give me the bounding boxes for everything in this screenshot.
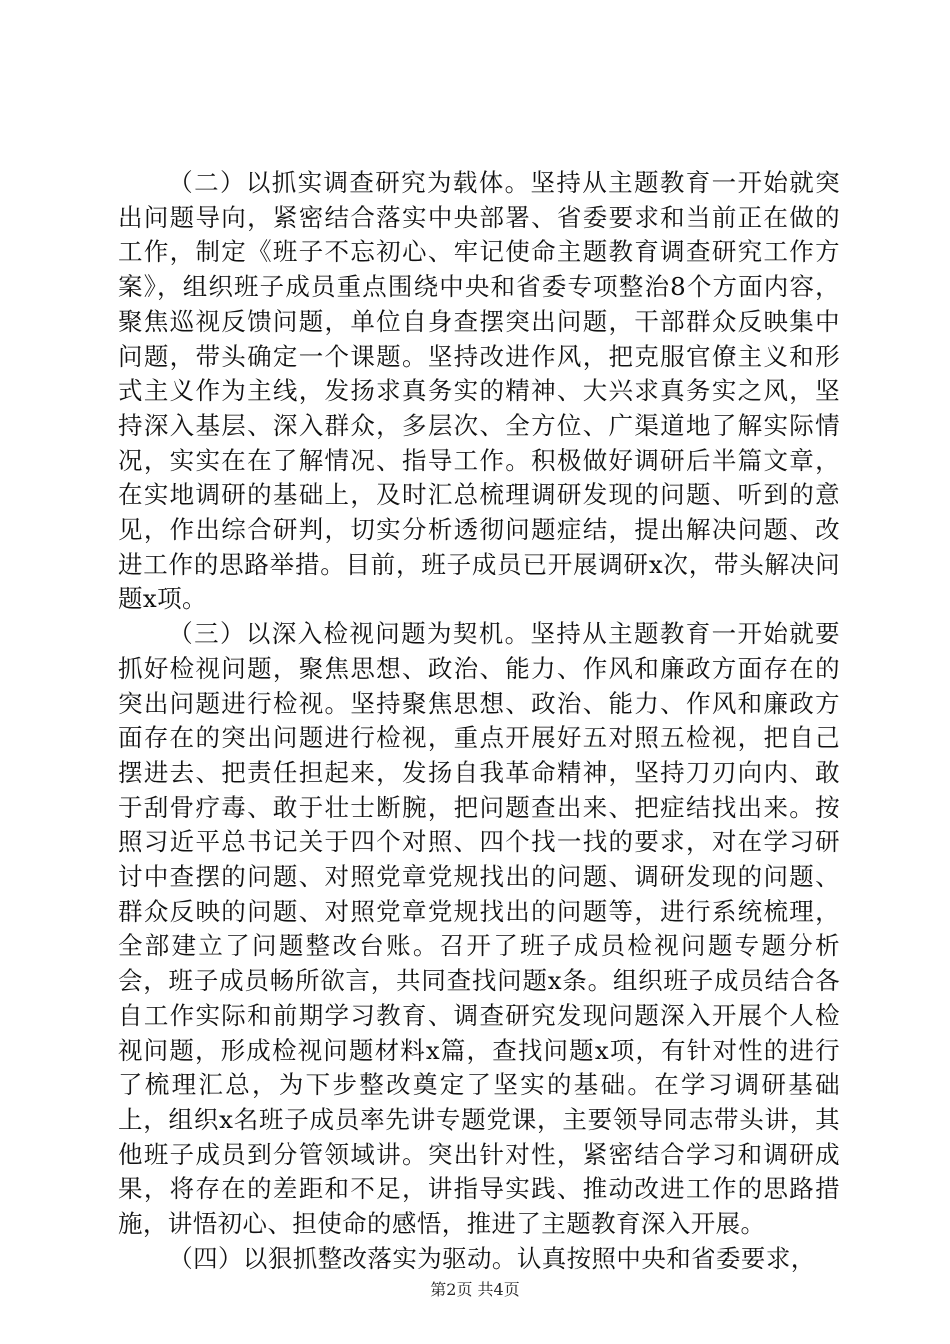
page-number-footer: 第2页 共4页	[430, 1280, 520, 1299]
paragraph-rectification: （四）以狠抓整改落实为驱动。认真按照中央和省委要求，	[168, 1243, 816, 1273]
paragraph-research: （二）以抓实调查研究为载体。坚持从主题教育一开始就突出问题导向，紧密结合落实中央部署、省委要求和当前正在做的工作，制定《班子不忘初心、牢记使命主题教育调查研究工作方案》，组织班子成员重点围绕中央和省委专项整治8个方面内容，聚焦巡视反馈问题，单位自身查摆突出问题，干部群众反映集中问题，带头确定一个课题。坚持改进作风，把克服官僚主义和形式主义作为主线，发扬求真务实的精神、大兴求真务实之风，坚持深入基层、深入群众，多层次、全方位、广渠道地了解实际情况，实实在在了解情况、指导工作。积极做好调研后半篇文章，在实地调研的基础上，及时汇总梳理调研发现的问题、听到的意见，作出综合研判，切实分析透彻问题症结，提出解决问题、改进工作的思路举措。目前，班子成员已开展调研x次，带头解决问题x项。	[118, 168, 840, 614]
document-body	[118, 166, 840, 1277]
paragraph-inspection: （三）以深入检视问题为契机。坚持从主题教育一开始就要抓好检视问题，聚焦思想、政治、能力、作风和廉政方面存在的突出问题进行检视。坚持聚焦思想、政治、能力、作风和廉政方面存在的突出问题进行检视，重点开展好五对照五检视，把自己摆进去、把责任担起来，发扬自我革命精神，坚持刀刃向内、敢于刮骨疗毒、敢于壮士断腕，把问题查出来、把症结找出来。按照习近平总书记关于四个对照、四个找一找的要求，对在学习研讨中查摆的问题、对照党章党规找出的问题、调研发现的问题、群众反映的问题、对照党章党规找出的问题等，进行系统梳理，全部建立了问题整改台账。召开了班子成员检视问题专题分析会，班子成员畅所欲言，共同查找问题x条。组织班子成员结合各自工作实际和前期学习教育、调查研究发现问题深入开展个人检视问题，形成检视问题材料x篇，查找问题x项，有针对性的进行了梳理汇总，为下步整改奠定了坚实的基础。在学习调研基础上，组织x名班子成员率先讲专题党课，主要领导同志带头讲，其他班子成员到分管领域讲。突出针对性，紧密结合学习和调研成果，将存在的差距和不足，讲指导实践、推动改进工作的思路措施，讲悟初心、担使命的感悟，推进了主题教育深入开展。	[118, 619, 840, 1239]
